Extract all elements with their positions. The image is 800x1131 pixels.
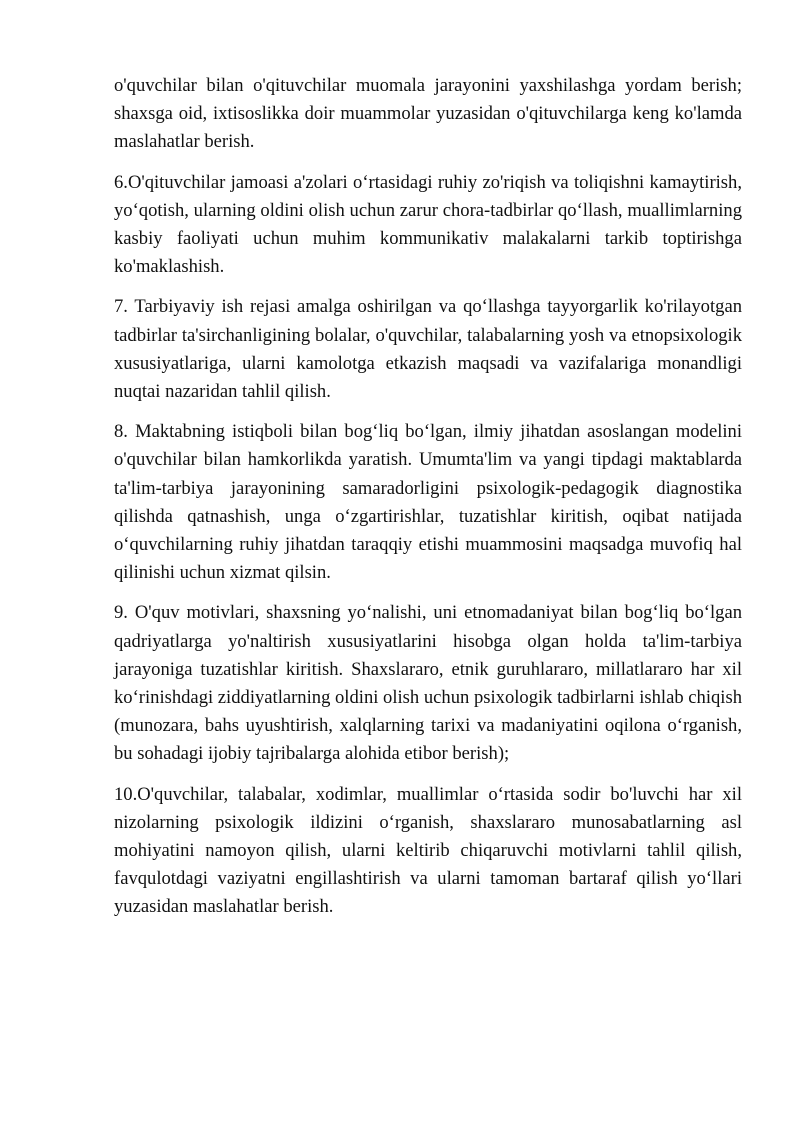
paragraph-item-6: 6.O'qituvchilar jamoasi a'zolari o‘rtasidagi ruhiy zo'riqish va toliqishni kamaytirish, yo‘qotish, ularning oldini olish uchun zarur chora-tadbirlar qo‘llash, muallimlarning kasbiy faoliyati uchun muhim kommunikativ malakalarni tarkib toptirishga ko'maklashish. (114, 171, 742, 278)
paragraph-item-10: 10.O'quvchilar, talabalar, xodimlar, muallimlar o‘rtasida sodir bo'luvchi har xil nizolarning psixologik ildizini o‘rganish, shaxslararo munosabatlarning asl mohiyatini namoyon qilish, ularni keltirib chiqaruvchi motivlarni tahlil qilish, favqulotdagi vaziyatni engillashtirish va ularni tamoman bartaraf qilish yo‘llari yuzasidan maslahatlar berish. (114, 783, 742, 918)
paragraph-item-9: 9. O'quv motivlari, shaxsning yo‘nalishi, uni etnomadaniyat bilan bog‘liq bo‘lgan qadriyatlarga yo'naltirish xususiyatlarini hisobga olgan holda ta'lim-tarbiya jarayoniga tuzatishlar kiritish. Shaxslararo, etnik guruhlararo, millatlararo har xil ko‘rinishdagi ziddiyatlarning oldini olish uchun psixologik tadbirlarni ishlab chiqish (munozara, bahs uyushtirish, xalqlarning tarixi va madaniyatini oqilona o‘rganish, bu sohadagi ijobiy tajribalarga alohida etibor berish); (114, 602, 742, 765)
document-page (114, 72, 742, 934)
paragraph-item-7: 7. Tarbiyaviy ish rejasi amalga oshirilgan va qo‘llashga tayyorgarlik ko'rilayotgan tadbirlar ta'sirchanligining bolalar, o'quvchilar, talabalarning yosh va etnopsixologik xususiyatlariga, ularni kamolotga etkazish maqsadi va vazifalariga monandligi nuqtai nazaridan tahlil qilish. (114, 296, 742, 403)
paragraph-continuation: o'quvchilar bilan o'qituvchilar muomala jarayonini yaxshilashga yordam berish; shaxsga oid, ixtisoslikka doir muammolar yuzasidan o'qituvchilarga keng ko'lamda maslahatlar berish. (114, 75, 742, 153)
paragraph-item-8: 8. Maktabning istiqboli bilan bog‘liq bo‘lgan, ilmiy jihatdan asoslangan modelini o'quvchilar bilan hamkorlikda yaratish. Umumta'lim va yangi tipdagi maktablarda ta'lim-tarbiya jarayonining samaradorligini psixologik-pedagogik diagnostika qilishda qatnashish, unga o‘zgartirishlar, tuzatishlar kiritish, oqibat natijada o‘quvchilarning ruhiy jihatdan taraqqiy etishi muammosini maqsadga muvofiq hal qilinishi uchun xizmat qilsin. (114, 421, 742, 584)
